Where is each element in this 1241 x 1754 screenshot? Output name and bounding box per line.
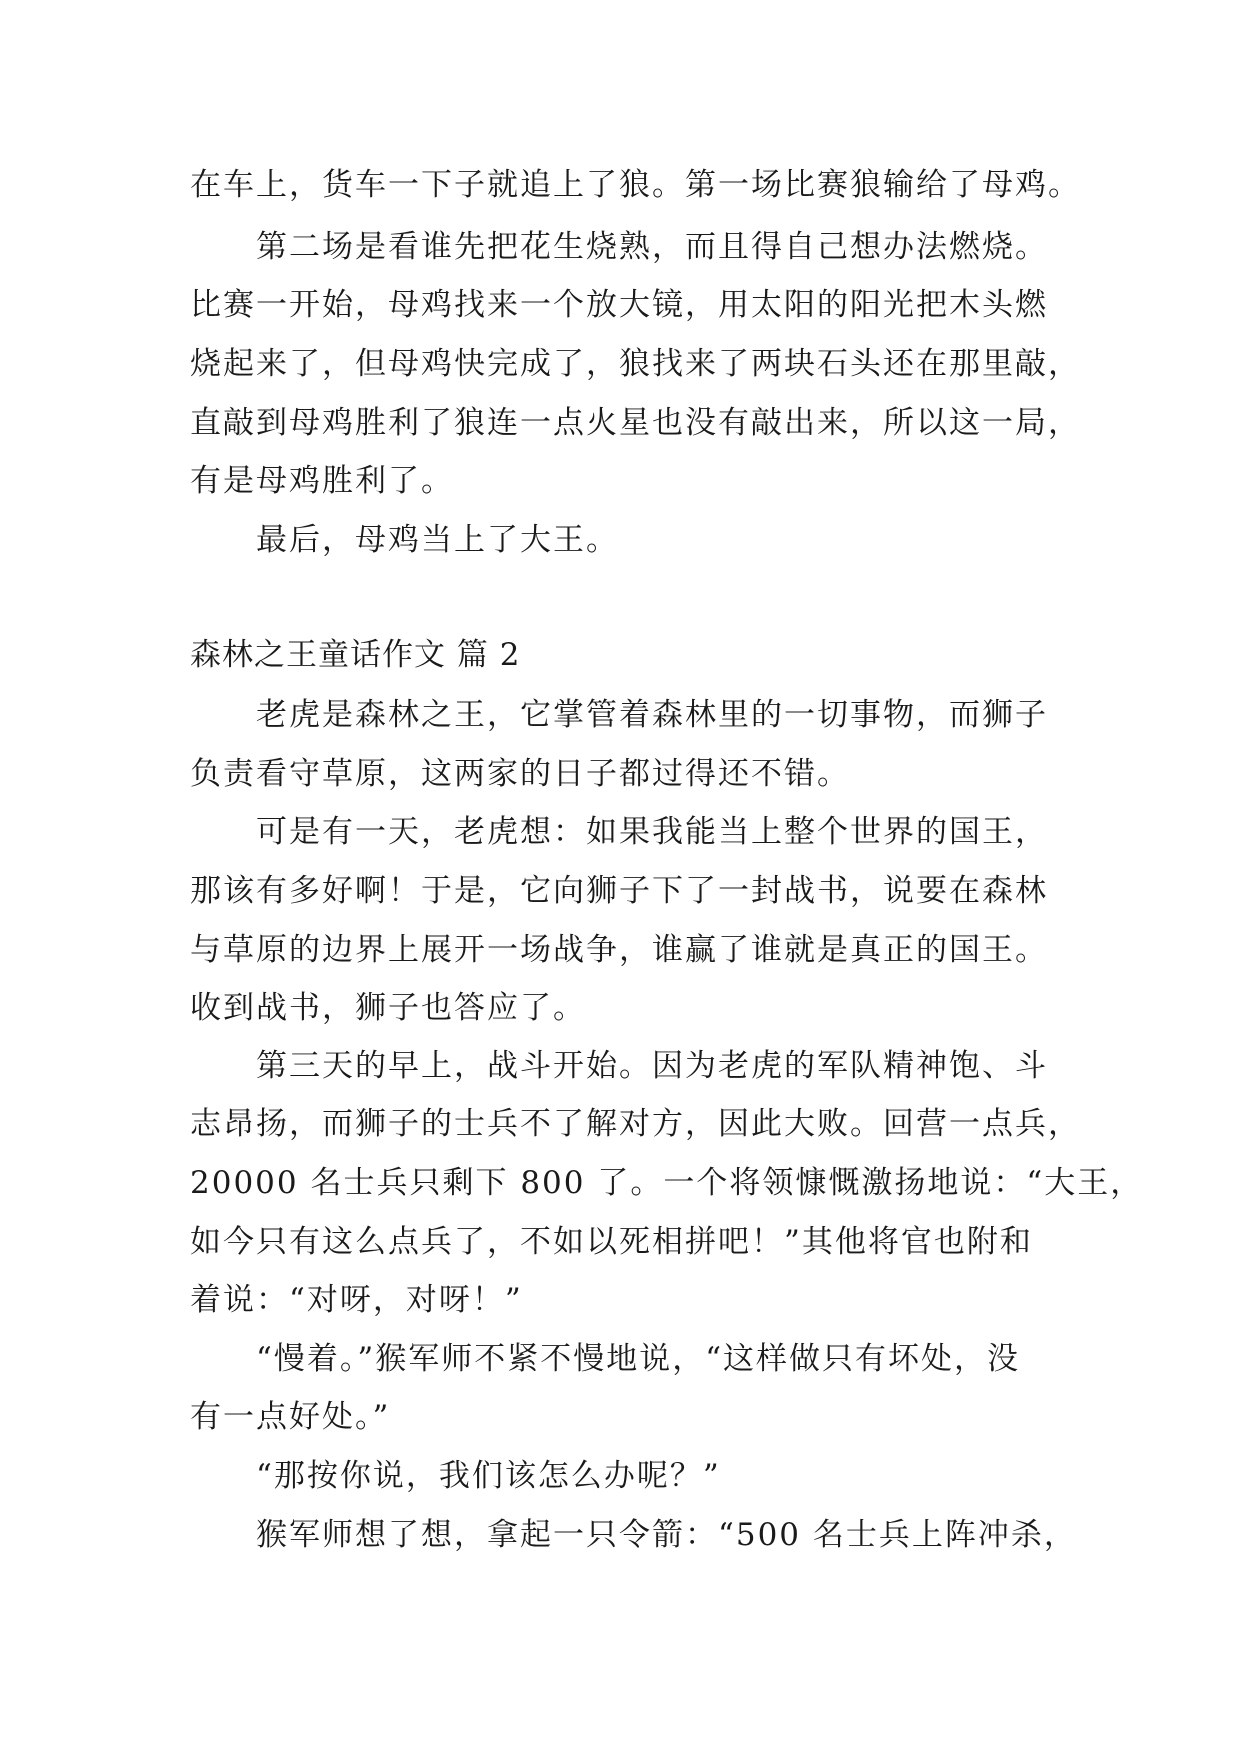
paragraph-line: 与草原的边界上展开一场战争，谁赢了谁就是真正的国王。 (190, 932, 1048, 968)
paragraph-line: 老虎是森林之王，它掌管着森林里的一切事物，而狮子 (256, 697, 1048, 733)
paragraph-line: 烧起来了，但母鸡快完成了，狼找来了两块石头还在那里敲， (190, 346, 1081, 382)
paragraph-line: 第三天的早上，战斗开始。因为老虎的军队精神饱、斗 (256, 1048, 1048, 1084)
paragraph-line: 可是有一天，老虎想：如果我能当上整个世界的国王， (256, 814, 1048, 850)
paragraph-line: 有是母鸡胜利了。 (190, 463, 454, 499)
paragraph-line: 20000 名士兵只剩下 800 了。一个将领慷慨激扬地说：“大王， (190, 1165, 1144, 1201)
paragraph-line: 着说：“对呀，对呀！” (190, 1282, 523, 1318)
paragraph-line: 猴军师想了想，拿起一只令箭：“500 名士兵上阵冲杀， (256, 1517, 1077, 1553)
paragraph-line: 负责看守草原，这两家的日子都过得还不错。 (190, 756, 850, 792)
paragraph-line: “那按你说，我们该怎么办呢？” (256, 1458, 721, 1494)
paragraph-line: 如今只有这么点兵了，不如以死相拼吧！”其他将官也附和 (190, 1224, 1033, 1260)
paragraph-line: “慢着。”猴军师不紧不慢地说，“这样做只有坏处，没 (256, 1341, 1021, 1377)
paragraph-line: 直敲到母鸡胜利了狼连一点火星也没有敲出来，所以这一局， (190, 405, 1081, 441)
paragraph-line: 在车上，货车一下子就追上了狼。第一场比赛狼输给了母鸡。 (190, 167, 1081, 203)
paragraph-line: 收到战书，狮子也答应了。 (190, 990, 586, 1026)
paragraph-line: 最后，母鸡当上了大王。 (256, 522, 619, 558)
paragraph-line: 比赛一开始，母鸡找来一个放大镜，用太阳的阳光把木头燃 (190, 287, 1048, 323)
paragraph-line: 有一点好处。” (190, 1399, 391, 1435)
paragraph-line: 志昂扬，而狮子的士兵不了解对方，因此大败。回营一点兵， (190, 1106, 1081, 1142)
paragraph-line: 那该有多好啊！于是，它向狮子下了一封战书，说要在森林 (190, 873, 1048, 909)
paragraph-line: 第二场是看谁先把花生烧熟，而且得自己想办法燃烧。 (256, 229, 1048, 265)
section-title: 森林之王童话作文 篇 2 (190, 637, 521, 673)
